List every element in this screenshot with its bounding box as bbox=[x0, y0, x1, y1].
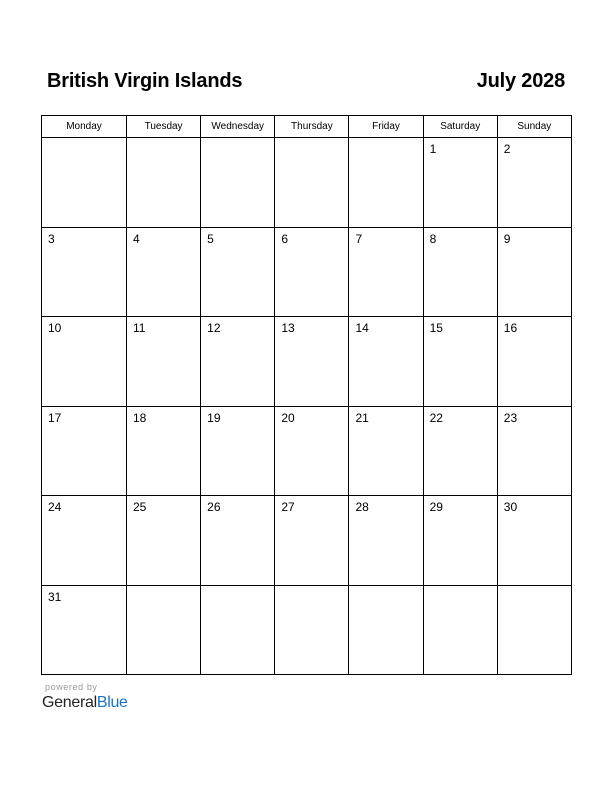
day-cell bbox=[127, 138, 201, 228]
day-cell: 3 bbox=[42, 227, 127, 317]
day-cell: 21 bbox=[349, 406, 423, 496]
weekday-wednesday: Wednesday bbox=[201, 116, 275, 138]
week-row bbox=[42, 585, 572, 675]
weekday-header-row bbox=[42, 116, 572, 138]
week-row bbox=[42, 496, 572, 586]
day-cell: 29 bbox=[423, 496, 497, 586]
day-cell: 6 bbox=[275, 227, 349, 317]
day-cell bbox=[423, 585, 497, 675]
generalblue-logo[interactable] bbox=[42, 694, 128, 712]
day-cell: 17 bbox=[42, 406, 127, 496]
weekday-monday: Monday bbox=[42, 116, 127, 138]
day-cell: 5 bbox=[201, 227, 275, 317]
day-cell: 30 bbox=[497, 496, 571, 586]
day-cell: 7 bbox=[349, 227, 423, 317]
day-cell: 31 bbox=[42, 585, 127, 675]
day-cell bbox=[275, 585, 349, 675]
country-title: British Virgin Islands bbox=[47, 70, 243, 92]
day-cell: 26 bbox=[201, 496, 275, 586]
day-cell bbox=[201, 585, 275, 675]
weekday-friday: Friday bbox=[349, 116, 423, 138]
day-cell bbox=[349, 585, 423, 675]
day-cell: 1 bbox=[423, 138, 497, 228]
day-cell: 9 bbox=[497, 227, 571, 317]
day-cell bbox=[42, 138, 127, 228]
day-cell: 16 bbox=[497, 317, 571, 407]
day-cell: 13 bbox=[275, 317, 349, 407]
weekday-tuesday: Tuesday bbox=[127, 116, 201, 138]
day-cell: 22 bbox=[423, 406, 497, 496]
day-cell: 15 bbox=[423, 317, 497, 407]
logo-blue-text: Blue bbox=[96, 694, 128, 711]
week-row bbox=[42, 317, 572, 407]
day-cell: 24 bbox=[42, 496, 127, 586]
week-row bbox=[42, 138, 572, 228]
day-cell: 8 bbox=[423, 227, 497, 317]
weekday-sunday: Sunday bbox=[497, 116, 571, 138]
logo-general-text: General bbox=[42, 694, 97, 711]
day-cell bbox=[349, 138, 423, 228]
day-cell bbox=[275, 138, 349, 228]
day-cell: 14 bbox=[349, 317, 423, 407]
weekday-thursday: Thursday bbox=[275, 116, 349, 138]
week-row bbox=[42, 406, 572, 496]
day-cell: 12 bbox=[201, 317, 275, 407]
day-cell: 4 bbox=[127, 227, 201, 317]
week-row bbox=[42, 227, 572, 317]
day-cell: 28 bbox=[349, 496, 423, 586]
day-cell: 19 bbox=[201, 406, 275, 496]
day-cell bbox=[497, 585, 571, 675]
day-cell: 11 bbox=[127, 317, 201, 407]
day-cell: 27 bbox=[275, 496, 349, 586]
powered-by-text: powered by bbox=[45, 682, 98, 692]
day-cell: 20 bbox=[275, 406, 349, 496]
calendar-grid bbox=[41, 115, 572, 675]
day-cell: 2 bbox=[497, 138, 571, 228]
day-cell: 25 bbox=[127, 496, 201, 586]
month-year-title: July 2028 bbox=[476, 70, 565, 92]
day-cell: 10 bbox=[42, 317, 127, 407]
day-cell: 18 bbox=[127, 406, 201, 496]
day-cell bbox=[127, 585, 201, 675]
day-cell: 23 bbox=[497, 406, 571, 496]
day-cell bbox=[201, 138, 275, 228]
weekday-saturday: Saturday bbox=[423, 116, 497, 138]
